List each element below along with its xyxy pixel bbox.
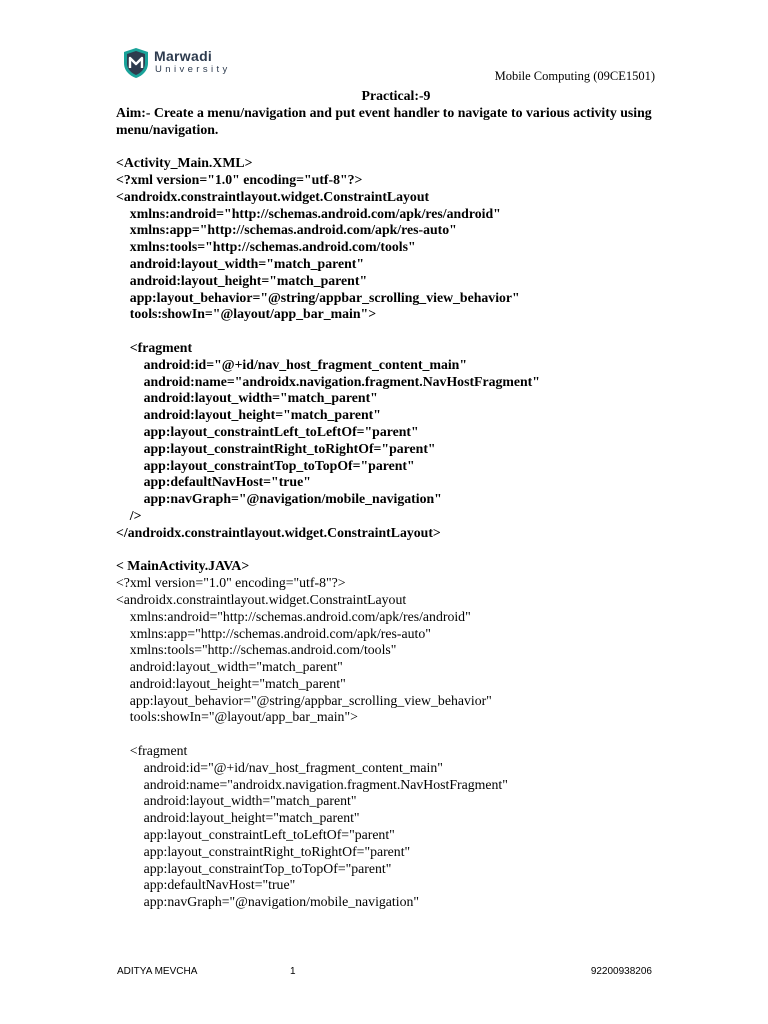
code-line: app:defaultNavHost="true"	[116, 877, 296, 893]
footer-page-number: 1	[290, 966, 296, 977]
code-line: app:layout_behavior="@string/appbar_scrolling_view_behavior"	[116, 289, 520, 305]
code-line: android:layout_height="match_parent"	[116, 407, 381, 423]
code-line: android:layout_height="match_parent"	[116, 675, 346, 691]
footer-id: 92200938206	[590, 966, 652, 977]
logo-subtitle: University	[155, 64, 231, 75]
code-line	[116, 726, 676, 743]
section-heading: < MainActivity.JAVA>	[116, 558, 250, 574]
aim-text: Aim:- Create a menu/navigation and put event handler to navigate to various activity using menu/navigation.	[116, 104, 652, 137]
document-body	[116, 88, 676, 911]
code-line: android:layout_width="match_parent"	[116, 793, 357, 809]
course-header: Mobile Computing (09CE1501)	[494, 69, 655, 83]
footer-author: ADITYA MEVCHA	[117, 966, 198, 977]
code-line: />	[116, 507, 142, 523]
code-line: app:defaultNavHost="true"	[116, 474, 311, 490]
code-line: app:layout_constraintRight_toRightOf="parent"	[116, 440, 436, 456]
xml-section	[116, 155, 676, 541]
code-line: xmlns:tools="http://schemas.android.com/tools"	[116, 239, 416, 255]
code-line: android:layout_height="match_parent"	[116, 272, 368, 288]
code-line	[116, 323, 676, 340]
code-line: android:layout_width="match_parent"	[116, 659, 343, 675]
code-line: <fragment	[116, 339, 193, 355]
code-line: <?xml version="1.0" encoding="utf-8"?>	[116, 575, 346, 591]
code-line: app:layout_constraintLeft_toLeftOf="parent"	[116, 827, 395, 843]
code-line: <androidx.constraintlayout.widget.ConstraintLayout	[116, 591, 407, 607]
spacer	[116, 542, 676, 559]
code-line: tools:showIn="@layout/app_bar_main">	[116, 306, 377, 322]
code-line: android:layout_width="match_parent"	[116, 255, 365, 271]
code-line: <androidx.constraintlayout.widget.ConstraintLayout	[116, 188, 430, 204]
code-line: app:layout_constraintTop_toTopOf="parent"	[116, 860, 392, 876]
code-line: xmlns:android="http://schemas.android.com/apk/res/android"	[116, 205, 501, 221]
code-line: app:layout_constraintRight_toRightOf="parent"	[116, 843, 411, 859]
java-section	[116, 558, 676, 911]
code-line: app:layout_behavior="@string/appbar_scrolling_view_behavior"	[116, 692, 492, 708]
code-line: xmlns:tools="http://schemas.android.com/tools"	[116, 642, 397, 658]
logo-name: Marwadi	[154, 48, 213, 64]
code-line: xmlns:app="http://schemas.android.com/apk/res-auto"	[116, 222, 457, 238]
spacer	[116, 138, 676, 155]
code-line: xmlns:app="http://schemas.android.com/apk/res-auto"	[116, 625, 431, 641]
page-title: Practical:-9	[361, 88, 431, 103]
code-line: tools:showIn="@layout/app_bar_main">	[116, 709, 358, 725]
code-line: android:name="androidx.navigation.fragment.NavHostFragment"	[116, 373, 540, 389]
code-line: app:layout_constraintTop_toTopOf="parent"	[116, 457, 415, 473]
code-line: app:layout_constraintLeft_toLeftOf="parent"	[116, 423, 419, 439]
code-line: xmlns:android="http://schemas.android.com/apk/res/android"	[116, 608, 471, 624]
code-line: </androidx.constraintlayout.widget.ConstraintLayout>	[116, 524, 441, 540]
section-heading: <Activity_Main.XML>	[116, 155, 253, 171]
code-line: android:name="androidx.navigation.fragment.NavHostFragment"	[116, 776, 508, 792]
code-line: android:id="@+id/nav_host_fragment_content_main"	[116, 356, 468, 372]
code-line: <?xml version="1.0" encoding="utf-8"?>	[116, 171, 363, 187]
code-line: <fragment	[116, 743, 188, 759]
code-line: app:navGraph="@navigation/mobile_navigation"	[116, 894, 420, 910]
code-line: android:layout_height="match_parent"	[116, 810, 360, 826]
code-line: android:layout_width="match_parent"	[116, 390, 378, 406]
code-block	[116, 172, 676, 542]
code-block	[116, 575, 676, 911]
university-logo	[122, 47, 262, 81]
code-line: android:id="@+id/nav_host_fragment_content_main"	[116, 759, 443, 775]
code-line: app:navGraph="@navigation/mobile_navigation"	[116, 491, 442, 507]
shield-logo-icon	[122, 47, 150, 79]
